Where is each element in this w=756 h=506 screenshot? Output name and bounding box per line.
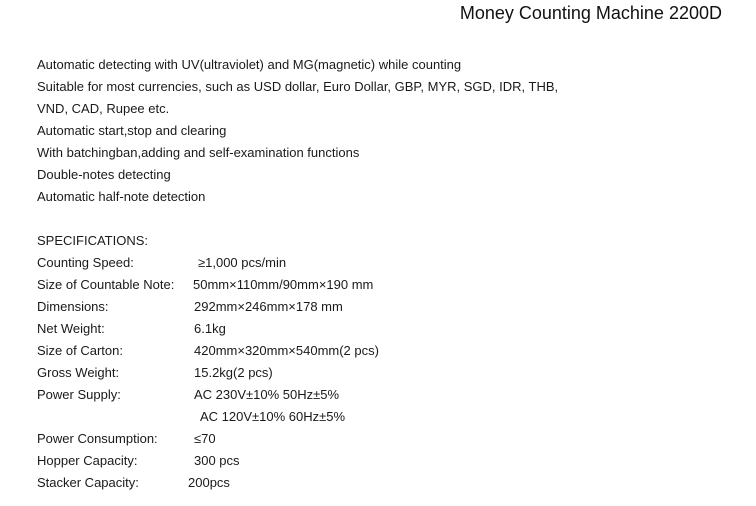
spec-value: 200pcs — [188, 475, 230, 490]
spec-value: 6.1kg — [194, 321, 226, 336]
spec-value: AC 230V±10% 50Hz±5% — [194, 387, 340, 402]
spec-label: Size of Carton: — [37, 343, 123, 358]
spec-value: 292mm×246mm×178 mm — [194, 299, 343, 314]
specs-heading: SPECIFICATIONS: — [37, 233, 148, 248]
spec-label: Net Weight: — [37, 321, 105, 336]
spec-label: Power Consumption: — [37, 431, 158, 446]
spec-label: Counting Speed: — [37, 255, 134, 270]
feature-line: Double-notes detecting — [37, 167, 171, 182]
spec-label: Power Supply: — [37, 387, 121, 402]
feature-line: Automatic detecting with UV(ultraviolet) and MG(magnetic) while counting — [37, 57, 462, 72]
spec-value: 300 pcs — [194, 453, 240, 468]
spec-value: 15.2kg(2 pcs) — [194, 365, 273, 380]
spec-value: ≥1,000 pcs/min — [198, 255, 287, 270]
spec-value: 50mm×110mm/90mm×190 mm — [193, 277, 374, 292]
feature-line: Suitable for most currencies, such as USD dollar, Euro Dollar, GBP, MYR, SGD, IDR, THB, — [37, 79, 559, 94]
spec-value: ≤70 — [194, 431, 216, 446]
spec-label: Dimensions: — [37, 299, 109, 314]
spec-value: 420mm×320mm×540mm(2 pcs) — [194, 343, 379, 358]
feature-line: Automatic half-note detection — [37, 189, 206, 204]
spec-label: Size of Countable Note: — [37, 277, 175, 292]
page-title: Money Counting Machine 2200D — [459, 3, 722, 23]
feature-line: VND, CAD, Rupee etc. — [37, 101, 170, 116]
spec-value: AC 120V±10% 60Hz±5% — [200, 409, 346, 424]
spec-label: Hopper Capacity: — [37, 453, 138, 468]
feature-line: Automatic start,stop and clearing — [37, 123, 227, 138]
spec-label: Gross Weight: — [37, 365, 120, 380]
feature-line: With batchingban,adding and self-examination functions — [37, 145, 360, 160]
spec-label: Stacker Capacity: — [37, 475, 139, 490]
